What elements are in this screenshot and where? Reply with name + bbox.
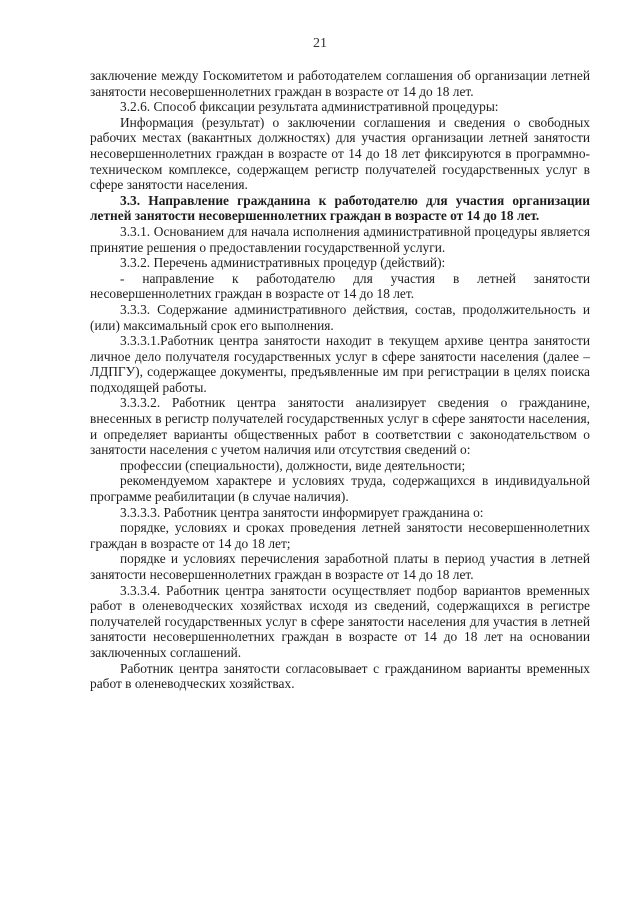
- paragraph: 3.2.6. Способ фиксации результата административной процедуры:: [120, 99, 499, 115]
- paragraph: 3.3.3.1.Работник центра занятости находит в текущем архиве центра занятости личное дело получателя государственных услуг в сфере занятости населения (далее – ЛДПГУ), содержащее документы, предъявленные им при регистрации в целях поиска подходящей работы.: [90, 333, 590, 395]
- document-body: [90, 68, 590, 692]
- paragraph: 3.3.1. Основанием для начала исполнения административной процедуры является принятие решения о предоставлении государственной услуги.: [90, 223, 590, 255]
- paragraph: 3.3.3.3. Работник центра занятости информирует гражданина о:: [120, 504, 484, 520]
- paragraph: Информация (результат) о заключении соглашения и сведения о свободных рабочих местах (вакантных должностях) для участия организации летней занятости несовершеннолетних граждан в возрасте от 14 до 18 лет фиксируются в программно-техническом комплексе, содержащем регистр получателей государственных услуг в сфере занятости населения.: [90, 114, 590, 193]
- list-item: профессии (специальности), должности, виде деятельности;: [120, 457, 466, 473]
- section-heading: 3.3. Направление гражданина к работодателю для участия организации летней занятости несовершеннолетних граждан в возрасте от 14 до 18 лет.: [90, 192, 590, 224]
- list-item: - направление к работодателю для участия в летней занятости несовершеннолетних граждан в возрасте от 14 до 18 лет.: [90, 270, 590, 302]
- paragraph: 3.3.3.2. Работник центра занятости анализирует сведения о гражданине, внесенных в регистр получателей государственных услуг в сфере занятости населения, и определяет варианты общественных работ в соответствии с законодательством о занятости населения с учетом наличия или отсутствия сведений о:: [90, 395, 590, 458]
- paragraph: 3.3.3.4. Работник центра занятости осуществляет подбор вариантов временных работ в оленеводческих хозяйствах исходя из сведений, содержащихся в регистре получателей государственных услуг в сфере занятости населения для участия в летней занятости несовершеннолетних граждан в возрасте от 14 до 18 лет на основании заключенных соглашений.: [90, 582, 590, 660]
- paragraph: Работник центра занятости согласовывает с гражданином варианты временных работ в оленеводческих хозяйствах.: [90, 660, 590, 692]
- paragraph: заключение между Госкомитетом и работодателем соглашения об организации летней занятости несовершеннолетних граждан в возрасте от 14 до 18 лет.: [90, 68, 590, 99]
- paragraph: 3.3.3. Содержание административного действия, состав, продолжительность и (или) максимальный срок его выполнения.: [90, 301, 590, 333]
- list-item: порядке, условиях и сроках проведения летней занятости несовершеннолетних граждан в возрасте от 14 до 18 лет;: [90, 520, 590, 551]
- paragraph: 3.3.2. Перечень административных процедур (действий):: [120, 255, 446, 271]
- list-item: рекомендуемом характере и условиях труда, содержащихся в индивидуальной программе реабилитации (в случае наличия).: [90, 473, 590, 505]
- list-item: порядке и условиях перечисления заработной платы в период участия в летней занятости несовершеннолетних граждан в возрасте от 14 до 18 лет.: [90, 551, 590, 582]
- page-number: 21: [313, 36, 327, 51]
